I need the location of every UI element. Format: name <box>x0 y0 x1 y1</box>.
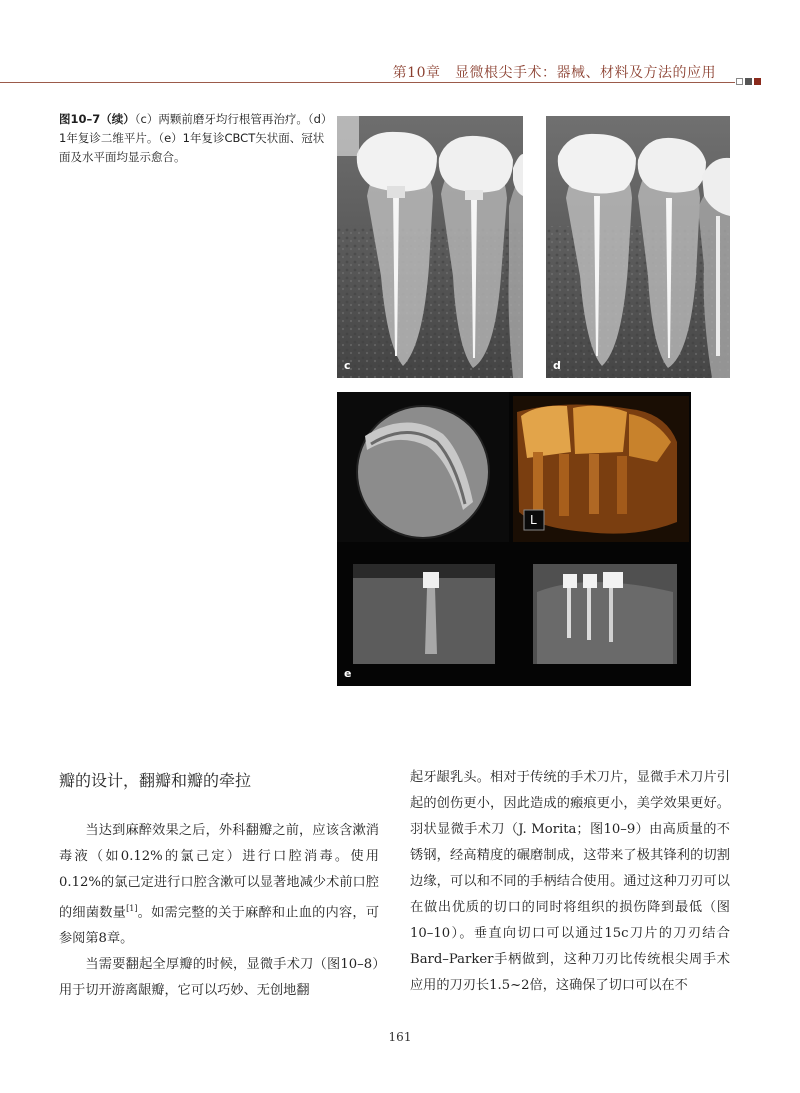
chapter-header: 第10章 显微根尖手术：器械、材料及方法的应用 <box>392 65 716 81</box>
page-number: 161 <box>388 1030 412 1044</box>
cbct-panel-e <box>337 392 691 686</box>
reference-mark: [1] <box>126 904 138 913</box>
cbct-orientation-letter: L <box>530 513 537 527</box>
body-paragraph: 起牙龈乳头。相对于传统的手术刀片，显微手术刀片引起的创伤更小，因此造成的瘢痕更小，美学效果更好。羽状显微手术刀（J. Morita；图10–9）由高质量的不锈钢，经高精度的碾磨制成，这带来了极其锋利的切割边缘，可以和不同的手柄结合使用。通过这种刀刃可以在做出优质的切口的同时将组织的损伤降到最低（图10–10）。垂直向切口可以通过15c刀片的刀刃结合Bard–Parker手柄做到，这种刀刃比传统根尖周手术应用的刀刃长1.5~2倍，这确保了切口可以在不 <box>410 770 730 993</box>
panel-e-letter: e <box>344 667 352 680</box>
body-text: 当达到麻醉效果之后，外科翻瓣之前，应该含漱消毒液（如0.12%的氯己定）进行口腔消毒。使用0.12%的氯己定进行口腔含漱可以显著地减少术前口腔的细菌数量 <box>59 823 379 921</box>
header-square-outline <box>736 78 743 85</box>
figure-caption-label: 图10–7（续） <box>59 112 135 126</box>
xray-panel-c <box>337 116 523 378</box>
panel-c-letter: c <box>344 359 351 372</box>
section-title: 瓣的设计，翻瓣和瓣的牵拉 <box>59 771 252 790</box>
xray-panel-d <box>546 116 730 378</box>
header-rule <box>0 82 735 83</box>
body-paragraph: 当需要翻起全厚瓣的时候，显微手术刀（图10–8）用于切开游离龈瓣，它可以巧妙、无创地翻 <box>59 957 379 999</box>
figure-caption <box>59 110 327 167</box>
body-left-column <box>59 818 379 1004</box>
body-paragraph <box>59 818 379 952</box>
panel-d-letter: d <box>553 359 561 372</box>
header-square-red <box>754 78 761 85</box>
body-text: 。如需完整的关于麻醉和止血的内容，可参阅第8章。 <box>59 905 380 947</box>
header-square-gray <box>745 78 752 85</box>
figure-caption-text: （c）两颗前磨牙均行根管再治疗。（d）1年复诊二维平片。（e）1年复诊CBCT矢状面、冠状面及水平面均显示愈合。 <box>59 112 327 164</box>
body-right-column <box>410 765 730 999</box>
